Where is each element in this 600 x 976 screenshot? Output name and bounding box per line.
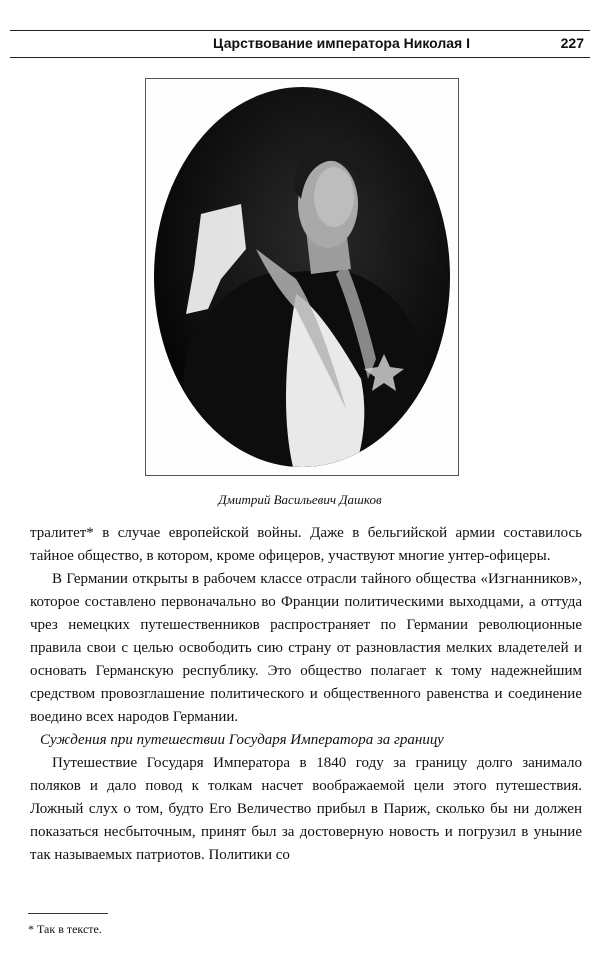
portrait-image <box>146 79 458 475</box>
running-header <box>10 30 590 58</box>
section-title: Суждения при путешествии Государя Императора за границу <box>40 732 444 748</box>
running-title: Царствование императора Николая I <box>212 35 470 51</box>
figure-caption: Дмитрий Васильевич Дашков <box>218 492 382 507</box>
footnote-divider <box>28 913 108 914</box>
footnote: * Так в тексте. <box>28 922 102 936</box>
paragraph: тралитет* в случае европейской войны. Даже в бельгийской армии составилось тайное общество, в котором, кроме офицеров, участвуют многие унтер-офицеры. <box>30 525 582 564</box>
body-text <box>30 522 582 867</box>
page-number: 227 <box>560 35 584 51</box>
paragraph: Путешествие Государя Императора в 1840 году за границу долго занимало поляков и дало повод к толкам насчет воображаемой цели этого путешествия. Ложный слух о том, будто Его Величество прибыл в Париж, сколько бы ни должен показаться несбыточным, принят был за достоверную новость и погрузил в уныние так называемых патриотов. Политики со <box>30 755 582 863</box>
paragraph: В Германии открыты в рабочем классе отрасли тайного общества «Изгнанников», которое составлено первоначально во Франции политическими выходцами, а оттуда чрез немецких путешественников распространяет по Германии революционные правила свои с целью освободить сию страну от разновластия мелких владетелей и основать Германскую республику. Это общество полагает к тому надежнейшим средством провозглашение политического и общественного равенства и соединение воедино всех народов Германии. <box>30 571 582 725</box>
portrait-frame <box>145 78 459 476</box>
